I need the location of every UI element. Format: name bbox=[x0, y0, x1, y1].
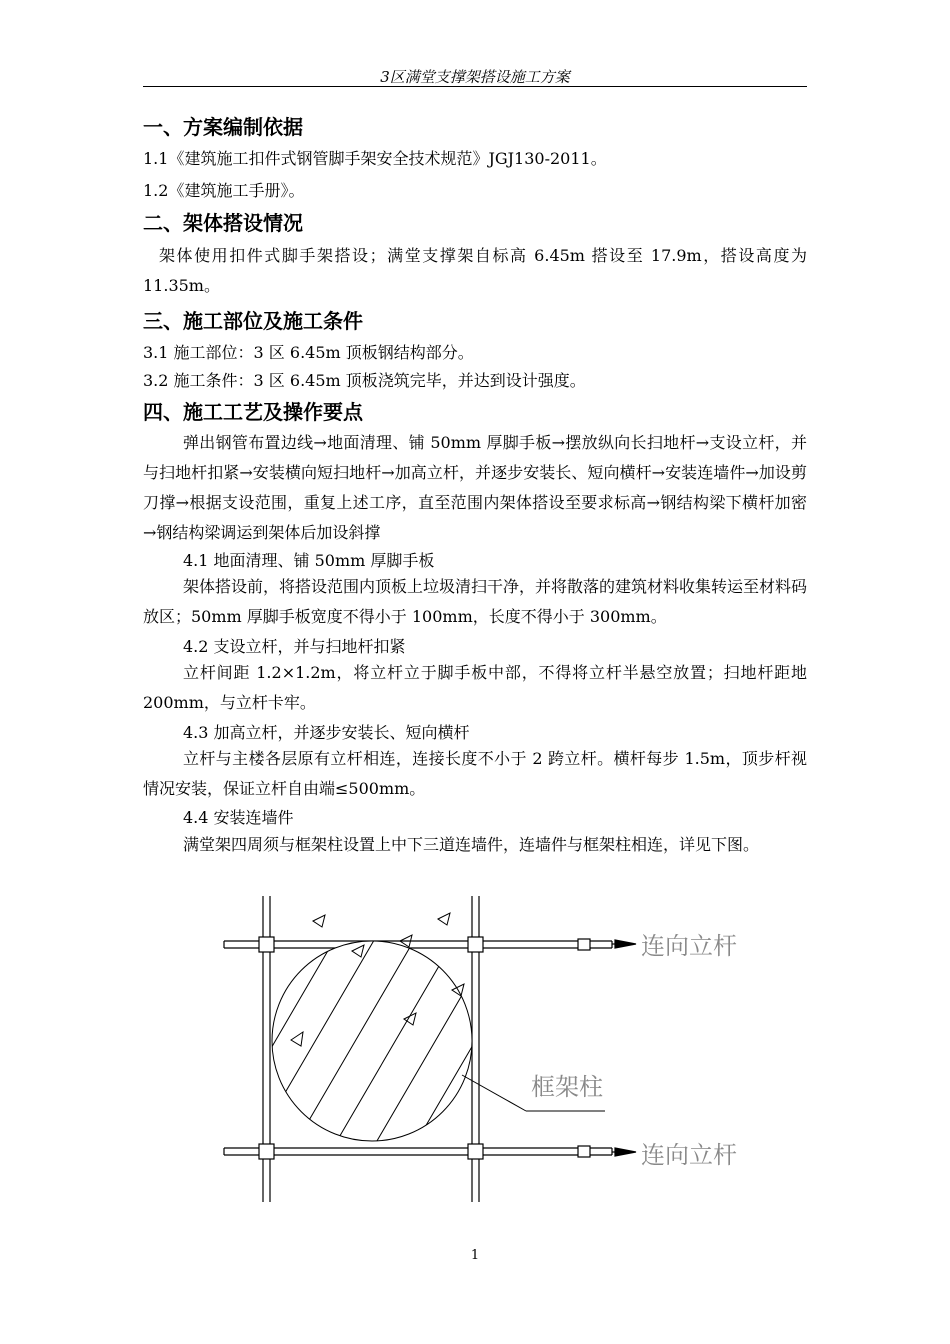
sec4-2-heading: 4.2 支设立杆，并与扫地杆扣紧 bbox=[183, 637, 406, 656]
coupler bbox=[259, 937, 274, 952]
page-number: 1 bbox=[470, 1248, 480, 1263]
header-rule bbox=[143, 86, 807, 87]
sec3-item-2: 3.2 施工条件：3 区 6.45m 顶板浇筑完毕，并达到设计强度。 bbox=[143, 371, 586, 390]
label-column: 框架柱 bbox=[531, 1073, 603, 1101]
label-bottom: 连向立杆 bbox=[641, 1141, 737, 1169]
horizontal-tube-top bbox=[224, 941, 612, 948]
sec4-2-paragraph: 立杆间距 1.2×1.2m，将立杆立于脚手板中部，不得将立杆半悬空放置；扫地杆距地 200mm，与立杆卡牢。 bbox=[143, 663, 807, 712]
sec4-3-heading: 4.3 加高立杆，并逐步安装长、短向横杆 bbox=[183, 723, 470, 742]
section-4-title: 四、施工工艺及操作要点 bbox=[143, 400, 363, 424]
frame-column bbox=[200, 913, 540, 1170]
sec4-4-paragraph: 满堂架四周须与框架柱设置上中下三道连墙件，连墙件与框架柱相连，详见下图。 bbox=[183, 835, 760, 854]
wall-tie-diagram bbox=[0, 890, 950, 1210]
sec1-item-2: 1.2《建筑施工手册》。 bbox=[143, 181, 305, 200]
coupler bbox=[468, 1144, 483, 1159]
coupler bbox=[578, 939, 590, 950]
section-2-title: 二、架体搭设情况 bbox=[143, 211, 303, 235]
sec4-4-heading: 4.4 安装连墙件 bbox=[183, 808, 294, 827]
sec4-1-paragraph: 架体搭设前，将搭设范围内顶板上垃圾清扫干净，并将散落的建筑材料收集转运至材料码放区；50mm 厚脚手板宽度不得小于 100mm，长度不得小于 300mm。 bbox=[143, 577, 808, 626]
sec4-3-paragraph: 立杆与主楼各层原有立杆相连，连接长度不小于 2 跨立杆。横杆每步 1.5m，顶步杆视情况安装，保证立杆自由端≤500mm。 bbox=[143, 749, 807, 798]
coupler bbox=[578, 1146, 590, 1157]
sec3-item-1: 3.1 施工部位：3 区 6.45m 顶板钢结构部分。 bbox=[143, 343, 474, 362]
arrow-right-icon bbox=[615, 1148, 636, 1156]
sec4-process-paragraph: 弹出钢管布置边线→地面清理、铺 50mm 厚脚手板→摆放纵向长扫地杆→支设立杆，并与扫地杆扣紧→安装横向短扫地杆→加高立杆，并逐步安装长、短向横杆→安装连墙件→加设剪刀撑→根据支设范围，重复上述工序，直至范围内架体搭设至要求标高→钢结构梁下横杆加密→钢结构梁调运到架体后加设斜撑 bbox=[143, 433, 807, 542]
label-top: 连向立杆 bbox=[641, 932, 737, 960]
section-1-title: 一、方案编制依据 bbox=[143, 115, 303, 139]
coupler bbox=[468, 937, 483, 952]
sec2-paragraph: 架体使用扣件式脚手架搭设；满堂支撑架自标高 6.45m 搭设至 17.9m，搭设高度为 11.35m。 bbox=[143, 246, 807, 295]
page-header: 3区满堂支撑架搭设施工方案 bbox=[380, 68, 570, 86]
coupler bbox=[259, 1144, 274, 1159]
horizontal-tube-bottom bbox=[224, 1148, 612, 1155]
sec4-1-heading: 4.1 地面清理、铺 50mm 厚脚手板 bbox=[183, 551, 435, 570]
section-3-title: 三、施工部位及施工条件 bbox=[143, 309, 363, 333]
sec1-item-1: 1.1《建筑施工扣件式钢管脚手架安全技术规范》JGJ130-2011。 bbox=[143, 149, 607, 168]
arrow-right-icon bbox=[615, 940, 636, 948]
